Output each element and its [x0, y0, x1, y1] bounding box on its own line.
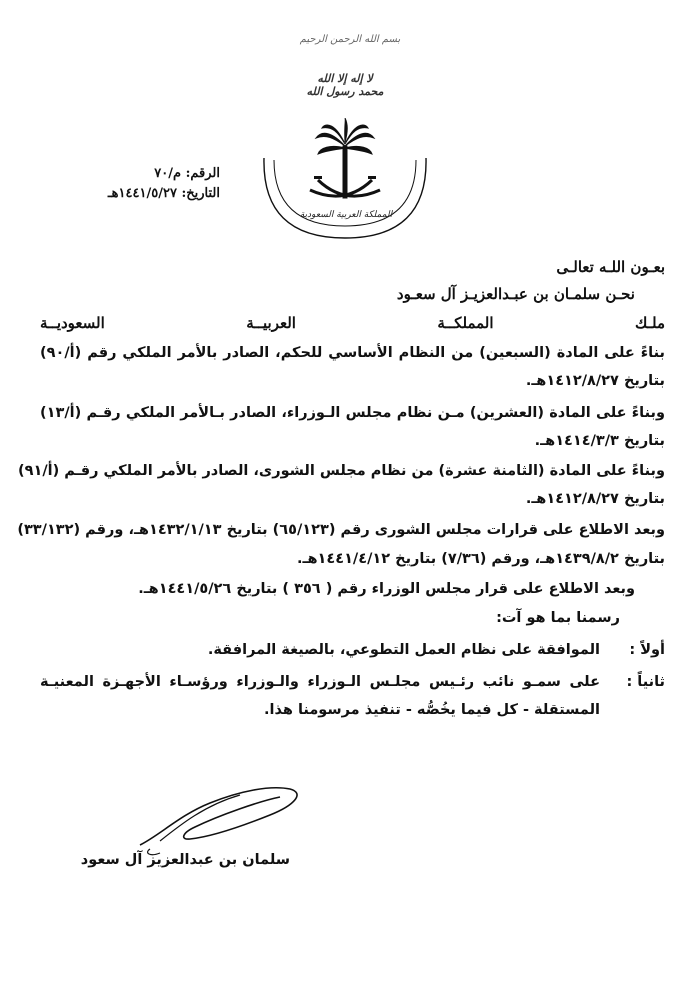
paragraph-3-line-2: بتاريخ ١٤١٢/٨/٢٧هـ. — [525, 491, 665, 507]
opening-line-3: ملـك المملكــة العربيــة السعوديــة — [40, 314, 665, 332]
emblem-arc-text: المملكة العربية السعودية — [299, 210, 393, 220]
shahada-calligraphy: لا إله إلا الله محمد رسول الله — [306, 72, 384, 98]
clause-1-text: الموافقة على نظام العمل التطوعي، بالصيغة المرافقة. — [207, 642, 600, 658]
clause-2-label: ثانياً : — [626, 674, 665, 690]
decree-intro: رسمنا بما هو آت: — [496, 610, 620, 626]
paragraph-2-line-1: وبناءً على المادة (العشرين) مـن نظام مجلس الـوزراء، الصادر بـالأمر الملكي رقـم (أ/١٣) — [40, 405, 665, 421]
basmala: بسم الله الرحمن الرحيم — [299, 34, 401, 45]
reference-date: التاريخ: ١٤٤١/٥/٢٧هـ — [107, 186, 220, 201]
palm-swords-emblem-icon — [252, 118, 438, 240]
signatory-name: سلمان بن عبدالعزيز آل سعود — [80, 852, 290, 868]
opening-line-2: نحـن سلمـان بن عبـدالعزيـز آل سعـود — [396, 285, 635, 303]
paragraph-2-line-2: بتاريخ ١٤١٤/٣/٣هـ. — [534, 433, 665, 449]
paragraph-5: وبعد الاطلاع على قرار مجلس الوزراء رقم ( ٣٥٦ ) بتاريخ ١٤٤١/٥/٢٦هـ. — [138, 581, 635, 597]
clause-2-text-line-2: المستقلة - كل فيما يخُصُّه - تنفيذ مرسومنا هذا. — [264, 702, 600, 718]
opening-line-1: بعـون اللـه تعالـى — [556, 258, 665, 276]
paragraph-1-line-1: بناءً على المادة (السبعين) من النظام الأساسي للحكم، الصادر بالأمر الملكي رقم (أ/٩٠) — [40, 345, 665, 361]
clause-2-text-line-1: على سمـو نائب رئـيس مجلـس الـوزراء والـوزراء ورؤسـاء الأجهـزة المعنيـة — [40, 674, 600, 690]
paragraph-3-line-1: وبناءً على المادة (الثامنة عشرة) من نظام مجلس الشورى، الصادر بالأمر الملكي رقـم (أ/٩١) — [18, 463, 665, 479]
clause-1-label: أولاً : — [629, 642, 665, 658]
paragraph-4-line-1: وبعد الاطلاع على قرارات مجلس الشورى رقم (٦٥/١٢٣) بتاريخ ١٤٣٢/١/١٣هـ، ورقم (٣٣/١٣٢) — [17, 522, 665, 538]
saudi-emblem — [252, 118, 438, 240]
reference-number: الرقم: م/٧٠ — [154, 166, 220, 181]
paragraph-1-line-2: بتاريخ ١٤١٢/٨/٢٧هـ. — [525, 373, 665, 389]
paragraph-4-line-2: بتاريخ ١٤٣٩/٨/٢هـ، ورقم (٧/٣٦) بتاريخ ١٤٤١/٤/١٢هـ. — [297, 551, 665, 567]
